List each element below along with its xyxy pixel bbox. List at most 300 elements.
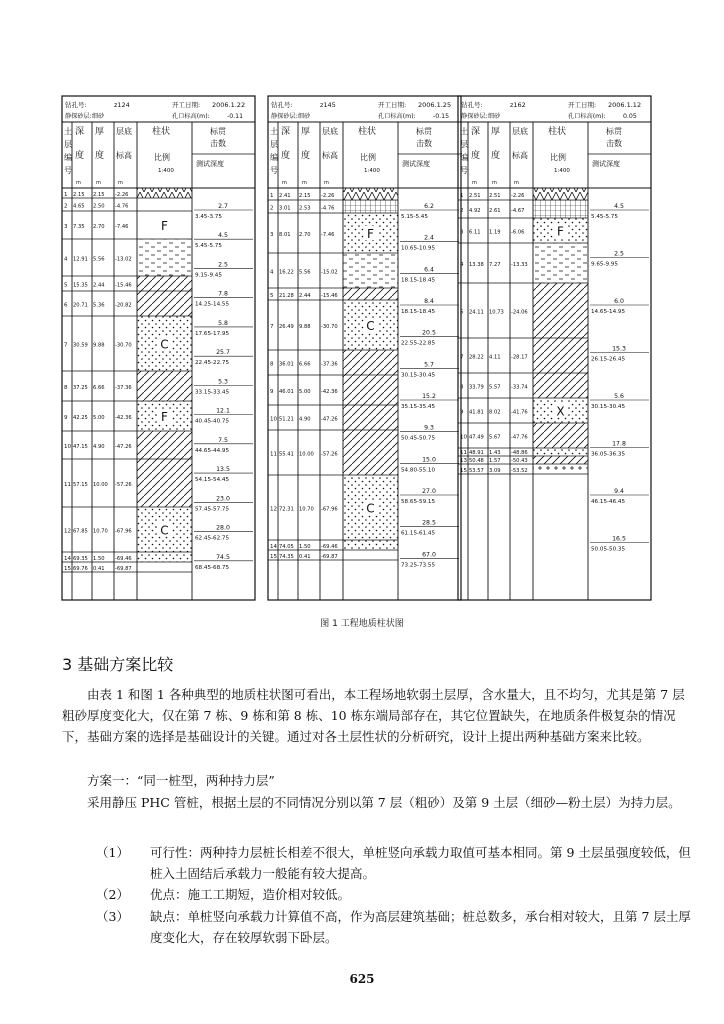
stratum-depth: 36.01: [279, 361, 294, 368]
stratum-pattern: [137, 431, 192, 459]
stratum-bottom: -67.96: [321, 506, 338, 513]
spt-depth-range: 5.45-5.75: [195, 243, 222, 250]
stratum-pattern: [533, 373, 588, 398]
spt-depth-range: 30.15-30.45: [591, 404, 626, 410]
stratum-bottom: -42.36: [115, 415, 132, 421]
stratum-symbol: C: [366, 319, 375, 333]
header-spt-depth: 测试深度: [402, 160, 430, 168]
spt-value: 28.5: [422, 519, 436, 527]
spt-value: 74.5: [216, 553, 230, 561]
stratum-number: 5: [270, 293, 274, 299]
header-unit: m: [282, 180, 287, 186]
stratum-number: 6: [64, 302, 68, 309]
stratum-thickness: 7.27: [489, 262, 501, 268]
stratum-thickness: 5.00: [93, 415, 105, 421]
stratum-depth: 24.11: [469, 309, 484, 316]
stratum-bottom: -41.76: [511, 409, 528, 416]
header-depth: 深: [75, 127, 85, 137]
header-layer-char: 号: [270, 166, 278, 175]
spt-depth-range: 30.15-30.45: [401, 372, 436, 379]
spt-value: 5.3: [218, 378, 228, 386]
stratum-number: 3: [64, 224, 68, 230]
header-scale: 比例: [154, 153, 170, 162]
stratum-number: 12: [270, 506, 277, 513]
stratum-depth: 13.38: [469, 262, 484, 268]
hole-label: 钻孔号:: [65, 101, 87, 109]
stratum-bottom: -69.87: [115, 566, 132, 572]
spt-value: 5.7: [424, 361, 434, 369]
spt-depth-range: 14.25-14.55: [195, 301, 230, 308]
spt-value: 6.4: [424, 266, 434, 274]
stratum-number: 9: [460, 409, 464, 416]
header-spt: 击数: [606, 139, 622, 148]
paragraph-1: 由表 1 和图 1 各种典型的地质柱状图可看出，本工程场地软弱土层厚，含水量大，且不均匀，尤其是第 7 层粗砂厚度变化大，仅在第 7 栋、9 栋和第 8 栋、10 栋东端局部存在，其它位置缺失，在地质条件极复杂的情况下，基础方案的选择是基础设计的关键。通过对各土层性状的分析研究，设计上提出两种基础方案来比较。: [62, 687, 685, 744]
header-scale: 比例: [360, 153, 376, 162]
stratum-depth: 69.76: [73, 566, 88, 572]
stratum-number: 2: [460, 208, 464, 214]
stratum-depth: 2.15: [73, 192, 85, 198]
header-scale-value: 1:400: [364, 168, 380, 174]
spt-depth-range: 36.05-36.35: [591, 451, 626, 458]
stratum-bottom: -4.76: [321, 205, 335, 212]
spt-depth-range: 26.15-26.45: [591, 356, 626, 363]
section-title: 3 基础方案比较: [62, 655, 174, 674]
stratum-pattern: [533, 283, 588, 338]
stratum-depth: 30.59: [73, 342, 88, 349]
stratum-number: 8: [270, 361, 274, 368]
stratum-depth: 33.79: [469, 384, 484, 391]
stratum-thickness: 10.70: [299, 506, 314, 513]
stratum-symbol: C: [160, 337, 169, 352]
stratum-bottom: -13.33: [511, 262, 528, 268]
stratum-depth: 47.15: [73, 444, 88, 450]
header-column: 柱状: [358, 127, 377, 137]
stratum-thickness: 5.00: [299, 389, 311, 395]
header-spt: 标贯: [606, 127, 622, 136]
spt-value: 15.3: [612, 345, 626, 353]
stratum-number: 4: [64, 256, 68, 263]
stratum-thickness: 9.88: [299, 324, 311, 330]
list-item: [96, 842, 694, 884]
header-spt: 击数: [416, 139, 432, 148]
spt-depth-range: 17.65-17.95: [195, 330, 230, 337]
stratum-depth: 15.35: [73, 282, 88, 289]
stratum-depth: 57.15: [73, 482, 88, 488]
stratum-bottom: -15.46: [115, 282, 132, 289]
stratum-pattern: [343, 375, 398, 405]
stratum-bottom: -47.76: [511, 434, 528, 441]
spt-depth-range: 18.15-18.45: [401, 277, 436, 284]
header-unit: m: [472, 180, 477, 186]
stratum-depth: 12.91: [73, 256, 88, 263]
stratum-bottom: -28.17: [511, 354, 528, 361]
stratum-bottom: -69.87: [321, 554, 338, 560]
header-layer-char: 编: [460, 153, 468, 162]
stratum-depth: 51.21: [279, 416, 294, 423]
stratum-bottom: -2.26: [321, 193, 335, 199]
stratum-bottom: -48.86: [511, 450, 528, 456]
spt-depth-range: 35.15-35.45: [401, 404, 436, 410]
spt-value: 12.1: [216, 407, 230, 415]
stratum-pattern: [137, 276, 192, 291]
stratum-thickness: 5.67: [489, 434, 501, 441]
item-text: 缺点：单桩竖向承载力计算值不高，作为高层建筑基础；桩总数多，承台相对较大，且第 7 层土厚度变化大，存在较厚软弱下卧层。: [150, 909, 691, 945]
spt-depth-range: 33.15-33.45: [195, 389, 230, 396]
soil-label: 静探砂层:细砂: [461, 113, 501, 120]
stratum-depth: 4.92: [469, 208, 481, 214]
list-item: [96, 906, 694, 948]
stratum-thickness: 2.15: [299, 193, 311, 199]
stratum-number: 13: [460, 458, 467, 464]
spt-depth-range: 58.65-59.15: [401, 499, 436, 505]
stratum-thickness: 0.41: [93, 566, 105, 572]
soil-label: 静探砂层:细砂: [65, 113, 105, 120]
stratum-thickness: 2.70: [299, 232, 311, 238]
stratum-depth: 41.81: [469, 409, 484, 416]
stratum-bottom: -4.67: [511, 208, 525, 214]
stratum-depth: 21.28: [279, 293, 294, 299]
spt-value: 2.4: [424, 234, 434, 242]
header-layer-char: 层: [64, 140, 72, 149]
spt-depth-range: 44.65-44.95: [195, 447, 230, 454]
stratum-depth: 74.05: [279, 544, 294, 550]
elev-value: 0.05: [623, 113, 637, 120]
stratum-symbol: F: [367, 227, 374, 241]
stratum-depth: 42.25: [73, 415, 88, 421]
stratum-pattern: [343, 288, 398, 300]
stratum-depth: 28.22: [469, 354, 484, 361]
header-scale-value: 1:400: [158, 168, 174, 174]
stratum-bottom: -53.52: [511, 468, 528, 474]
item-number: （3）: [96, 909, 129, 924]
header-depth: 深: [281, 127, 291, 137]
spt-value: 28.0: [216, 524, 230, 532]
stratum-depth: 7.35: [73, 224, 85, 230]
header-layer-char: 号: [460, 166, 468, 175]
stratum-thickness: 1.57: [489, 458, 501, 464]
stratum-depth: 6.11: [469, 229, 481, 236]
stratum-bottom: -69.46: [321, 544, 338, 550]
header-layer-char: 号: [64, 166, 72, 175]
stratum-pattern: [137, 239, 192, 276]
stratum-number: 9: [270, 389, 274, 395]
spt-value: 67.0: [422, 551, 436, 559]
date-label: 开工日期:: [172, 101, 201, 109]
stratum-depth: 53.57: [469, 468, 484, 474]
header-layer-char: 编: [270, 153, 278, 162]
header-thick: 度: [491, 151, 501, 161]
stratum-symbol: X: [556, 404, 565, 419]
spt-value: 7.5: [218, 436, 228, 444]
header-layer-char: 层: [460, 140, 468, 149]
stratum-thickness: 10.73: [489, 309, 504, 316]
header-unit: m: [302, 180, 307, 186]
stratum-bottom: -13.02: [115, 256, 132, 263]
stratum-pattern: [533, 188, 588, 200]
stratum-number: 3: [270, 232, 274, 238]
spt-value: 15.2: [422, 393, 436, 400]
stratum-bottom: -30.70: [321, 324, 338, 330]
stratum-pattern: [533, 448, 588, 456]
stratum-pattern: [343, 430, 398, 475]
header-depth: 度: [281, 151, 291, 161]
stratum-number: 14: [64, 556, 71, 562]
header-scale: 比例: [550, 153, 566, 162]
spt-depth-range: 73.25-73.55: [401, 562, 436, 569]
header-bottom: 标高: [322, 151, 338, 160]
spt-depth-range: 5.45-5.75: [591, 214, 618, 220]
stratum-thickness: 6.66: [299, 361, 311, 368]
stratum-number: 15: [460, 468, 467, 474]
stratum-number: 2: [64, 203, 68, 210]
stratum-pattern: [137, 459, 192, 507]
stratum-thickness: 5.56: [299, 269, 311, 276]
date-label: 开工日期:: [378, 101, 407, 109]
spt-depth-range: 50.45-50.75: [401, 435, 436, 442]
figure-caption: 图 1 工程地质柱状图: [320, 619, 404, 629]
soil-label: 静探砂层:细砂: [271, 113, 311, 120]
header-thick: 度: [95, 151, 105, 161]
spt-depth-range: 50.05-50.35: [591, 546, 626, 553]
item-number: （2）: [96, 887, 129, 902]
stratum-depth: 48.91: [469, 450, 484, 456]
elev-value: -0.11: [227, 113, 244, 120]
spt-value: 9.3: [424, 424, 434, 432]
header-depth: 深: [471, 127, 481, 137]
spt-depth-range: 61.15-61.45: [401, 530, 436, 537]
item-number: （1）: [96, 845, 129, 860]
stratum-pattern: [137, 371, 192, 401]
spt-value: 13.5: [216, 466, 230, 474]
scheme-1-title: 方案一：“同一桩型，两种持力层”: [87, 773, 275, 788]
stratum-number: 1: [460, 193, 464, 199]
stratum-number: 15: [270, 554, 277, 560]
stratum-bottom: -47.26: [321, 416, 338, 423]
stratum-bottom: -57.26: [115, 482, 132, 488]
date-label: 开工日期:: [568, 101, 597, 109]
spt-value: 15.0: [422, 456, 436, 464]
header-layer-char: 土: [64, 127, 72, 136]
stratum-bottom: -15.02: [321, 269, 338, 276]
spt-depth-range: 62.45-62.75: [195, 535, 230, 542]
paragraph-2: 采用静压 PHC 管桩，根据土层的不同情况分别以第 7 层（粗砂）及第 9 土层（细砂—粉土层）为持力层。: [87, 795, 681, 810]
header-scale-value: 1:400: [554, 168, 570, 174]
stratum-number: 4: [460, 262, 464, 268]
spt-value: 6.0: [614, 298, 624, 305]
stratum-symbol: F: [557, 224, 564, 239]
list-item: [96, 884, 694, 905]
stratum-depth: 67.85: [73, 528, 88, 535]
header-thick: 厚: [491, 127, 501, 137]
spt-value: 5.6: [614, 393, 624, 400]
spt-value: 8.4: [424, 298, 434, 305]
stratum-pattern: [343, 200, 398, 213]
stratum-thickness: 4.11: [489, 354, 501, 361]
spt-depth-range: 46.15-46.45: [591, 499, 626, 505]
spt-value: 2.5: [218, 261, 228, 269]
stratum-depth: 26.49: [279, 324, 294, 330]
stratum-number: 8: [64, 385, 68, 391]
stratum-pattern: [533, 464, 588, 474]
stratum-thickness: 2.50: [93, 203, 105, 210]
page-number: 625: [349, 972, 375, 986]
stratum-depth: 74.35: [279, 554, 294, 560]
spt-depth-range: 22.55-22.85: [401, 340, 436, 347]
header-bottom: 层底: [116, 127, 132, 136]
stratum-number: 14: [270, 544, 277, 550]
stratum-thickness: 4.90: [93, 444, 105, 450]
spt-value: 4.5: [218, 232, 228, 240]
stratum-thickness: 5.36: [93, 302, 105, 309]
header-spt: 标贯: [416, 127, 432, 136]
stratum-thickness: 2.44: [299, 293, 311, 299]
stratum-number: 15: [64, 566, 71, 572]
spt-depth-range: 9.15-9.45: [195, 272, 222, 279]
stratum-depth: 2.41: [279, 193, 291, 199]
hole-number: z124: [114, 101, 130, 109]
stratum-pattern: [343, 405, 398, 430]
stratum-number: 7: [460, 354, 464, 361]
item-text: 优点：施工工期短，造价相对较低。: [150, 887, 351, 902]
hole-number: z162: [510, 101, 526, 109]
stratum-bottom: -2.26: [511, 193, 525, 199]
stratum-pattern: [137, 188, 192, 198]
stratum-number: 10: [64, 444, 71, 450]
spt-value: 17.8: [612, 440, 626, 448]
stratum-pattern: [343, 350, 398, 375]
stratum-thickness: 6.66: [93, 385, 105, 391]
spt-value: 25.7: [216, 349, 230, 357]
elev-label: 孔口标高(m):: [378, 113, 416, 120]
stratum-depth: 37.25: [73, 385, 88, 391]
elev-label: 孔口标高(m):: [568, 113, 606, 120]
stratum-bottom: -30.70: [115, 342, 132, 349]
stratum-thickness: 1.19: [489, 229, 501, 236]
stratum-number: 5: [460, 309, 464, 316]
hole-label: 钻孔号:: [271, 101, 293, 109]
header-thick: 厚: [95, 127, 105, 137]
stratum-bottom: -33.74: [511, 384, 528, 391]
stratum-pattern: [533, 243, 588, 283]
stratum-depth: 69.35: [73, 556, 88, 562]
spt-value: 16.5: [612, 535, 626, 543]
stratum-number: 7: [270, 324, 274, 330]
header-spt: 标贯: [210, 127, 226, 136]
header-thick: 厚: [301, 127, 311, 137]
header-bottom: 层底: [512, 127, 528, 136]
spt-depth-range: 22.45-22.75: [195, 360, 230, 367]
stratum-thickness: 1.50: [299, 544, 311, 550]
stratum-number: 1: [270, 193, 274, 199]
stratum-symbol: F: [161, 219, 168, 233]
stratum-bottom: -69.46: [115, 556, 132, 562]
spt-value: 6.2: [424, 203, 434, 210]
spt-depth-range: 54.80-55.10: [401, 467, 436, 474]
spt-depth-range: 3.45-3.75: [195, 214, 222, 220]
stratum-depth: 46.01: [279, 389, 294, 395]
column-panel-2: [268, 96, 461, 600]
spt-depth-range: 54.15-54.45: [195, 477, 230, 484]
stratum-depth: 16.22: [279, 269, 294, 276]
stratum-thickness: 10.00: [93, 482, 108, 488]
header-spt-depth: 测试深度: [592, 160, 620, 168]
spt-depth-range: 14.65-14.95: [591, 309, 626, 315]
stratum-bottom: -37.36: [115, 385, 132, 391]
stratum-pattern: [137, 552, 192, 562]
header-column: 柱状: [152, 127, 171, 137]
spt-value: 5.8: [218, 319, 228, 327]
header-layer-char: 编: [64, 153, 72, 162]
header-bottom: 标高: [512, 151, 528, 160]
spt-value: 4.5: [614, 203, 624, 210]
header-unit: m: [514, 180, 519, 186]
stratum-thickness: 0.41: [299, 554, 311, 560]
stratum-number: 11: [460, 450, 467, 456]
date-value: 2006.1.12: [608, 101, 642, 109]
stratum-symbol: C: [366, 501, 375, 516]
stratum-thickness: 9.88: [93, 342, 105, 349]
stratum-bottom: -15.46: [321, 293, 338, 299]
stratum-bottom: -57.26: [321, 451, 338, 458]
column-panel-1: [62, 96, 255, 600]
header-layer-char: 层: [270, 140, 278, 149]
spt-depth-range: 9.65-9.95: [591, 261, 618, 268]
stratum-number: 11: [64, 482, 71, 488]
stratum-thickness: 2.70: [93, 224, 105, 230]
stratum-bottom: -24.06: [511, 309, 528, 316]
header-depth: 度: [75, 151, 85, 161]
header-column: 柱状: [548, 127, 567, 137]
header-depth: 度: [471, 151, 481, 161]
stratum-depth: 4.65: [73, 203, 85, 210]
spt-depth-range: 5.15-5.45: [401, 214, 428, 220]
stratum-thickness: 2.51: [489, 193, 501, 199]
stratum-symbol: C: [160, 523, 169, 538]
stratum-pattern: [533, 200, 588, 218]
header-unit: m: [96, 180, 101, 186]
spt-depth-range: 57.45-57.75: [195, 506, 230, 513]
stratum-thickness: 2.53: [299, 205, 311, 212]
spt-value: 9.4: [614, 488, 624, 495]
stratum-number: 1: [64, 192, 68, 198]
stratum-depth: 20.71: [73, 302, 88, 309]
stratum-number: 9: [64, 415, 68, 421]
header-unit: m: [118, 180, 123, 186]
stratum-thickness: 1.43: [489, 450, 501, 456]
column-panel-3: [458, 96, 651, 600]
stratum-pattern: [343, 253, 398, 288]
spt-value: 2.5: [614, 250, 624, 258]
stratum-depth: 50.48: [469, 458, 484, 464]
stratum-thickness: 2.61: [489, 208, 501, 214]
stratum-depth: 3.01: [279, 205, 291, 212]
header-thick: 度: [301, 151, 311, 161]
stratum-depth: 47.49: [469, 434, 484, 441]
stratum-number: 12: [64, 528, 71, 535]
stratum-pattern: [533, 338, 588, 373]
spt-depth-range: 40.45-40.75: [195, 418, 230, 425]
stratum-bottom: -20.82: [115, 302, 132, 309]
spt-value: 23.0: [216, 495, 230, 503]
header-unit: m: [76, 180, 81, 186]
hole-number: z145: [320, 101, 336, 109]
header-spt-depth: 测试深度: [196, 160, 224, 168]
stratum-pattern: [343, 188, 398, 200]
stratum-bottom: -7.46: [321, 232, 335, 238]
header-unit: m: [324, 180, 329, 186]
stratum-thickness: 4.90: [299, 416, 311, 423]
spt-value: 2.7: [218, 203, 228, 210]
